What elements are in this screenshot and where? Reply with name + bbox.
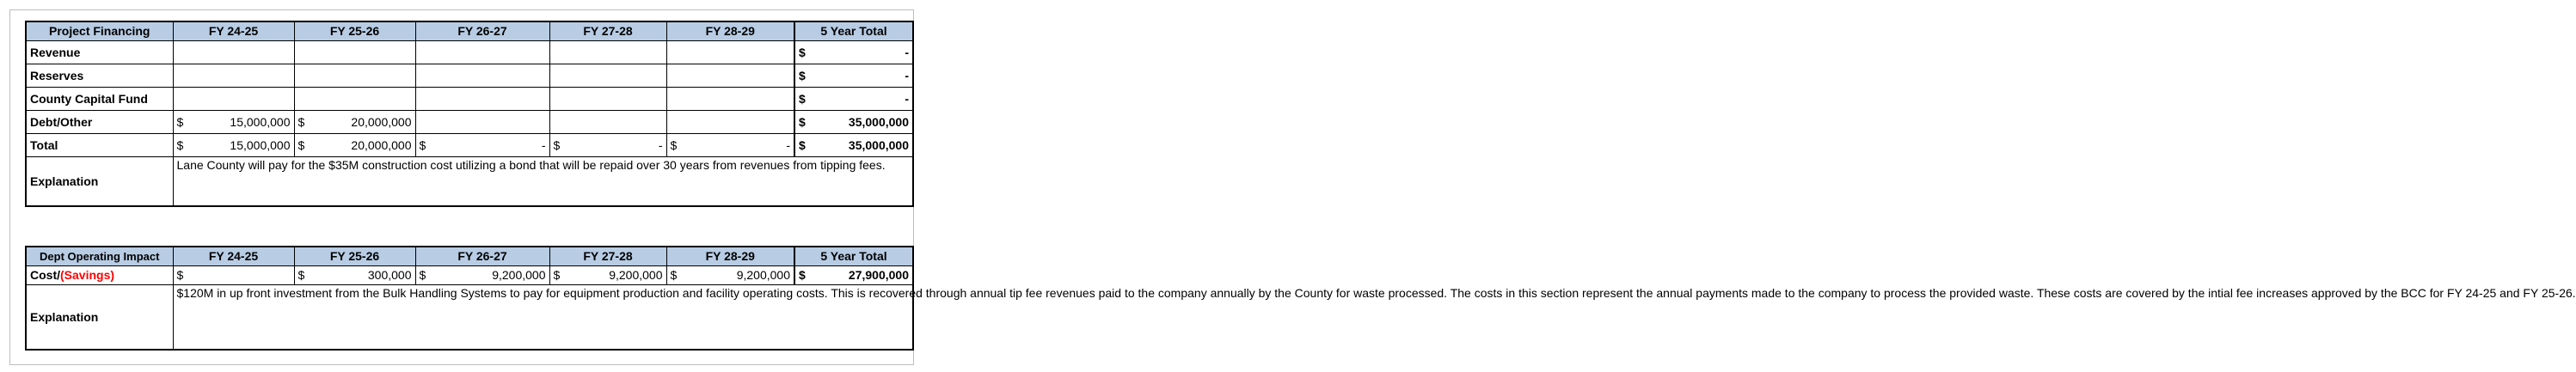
cell-fy28-29 xyxy=(666,40,794,64)
cell-fy25-26 xyxy=(294,133,415,156)
header-fy25-26: FY 25-26 xyxy=(294,21,415,40)
explanation-label: Explanation xyxy=(26,156,173,206)
currency-symbol: $ xyxy=(670,137,678,152)
cell-5-year-total xyxy=(794,133,913,156)
op-cell-fy25-26 xyxy=(294,265,415,284)
operating-impact-table xyxy=(25,246,2576,351)
amount: 15,000,000 xyxy=(230,137,291,152)
currency-symbol: $ xyxy=(297,268,305,282)
currency-symbol: $ xyxy=(176,268,184,282)
cell-fy28-29 xyxy=(666,110,794,133)
row-label: Reserves xyxy=(26,64,173,87)
row-label: County Capital Fund xyxy=(26,87,173,110)
op-header-fy28-29: FY 28-29 xyxy=(666,247,794,265)
currency-symbol: $ xyxy=(176,137,184,152)
cost-savings-row xyxy=(26,265,913,284)
currency-symbol: $ xyxy=(176,114,184,129)
cell-fy26-27 xyxy=(415,64,549,87)
op-cell-5-year-total xyxy=(794,265,913,284)
row-label: Revenue xyxy=(26,40,173,64)
cell-fy24-25 xyxy=(173,110,294,133)
amount: - xyxy=(658,137,663,152)
operating-explanation-label: Explanation xyxy=(26,284,173,350)
amount: - xyxy=(786,137,790,152)
cell-5-year-total xyxy=(794,64,913,87)
cell-fy24-25 xyxy=(173,64,294,87)
currency-symbol: $ xyxy=(799,137,806,152)
amount: 35,000,000 xyxy=(848,114,909,129)
cell-fy26-27 xyxy=(415,87,549,110)
financing-row xyxy=(26,64,913,87)
currency-symbol: $ xyxy=(799,91,806,106)
amount: - xyxy=(905,68,909,82)
op-header-fy24-25: FY 24-25 xyxy=(173,247,294,265)
cell-fy28-29 xyxy=(666,133,794,156)
cell-fy27-28 xyxy=(549,64,666,87)
op-cell-fy28-29 xyxy=(666,265,794,284)
financing-explanation-text: Lane County will pay for the $35M construction cost utilizing a bond that will be repaid over 30 years from revenues from tipping fees. xyxy=(173,156,913,206)
financing-row xyxy=(26,40,913,64)
row-label: Total xyxy=(26,133,173,156)
operating-header-row xyxy=(26,247,913,265)
currency-symbol: $ xyxy=(419,268,426,282)
cost-savings-label xyxy=(26,265,173,284)
cell-fy27-28 xyxy=(549,110,666,133)
cell-fy25-26 xyxy=(294,87,415,110)
cell-fy28-29 xyxy=(666,87,794,110)
cell-fy26-27 xyxy=(415,40,549,64)
header-fy24-25: FY 24-25 xyxy=(173,21,294,40)
financing-explanation-row xyxy=(26,156,913,206)
cell-fy25-26 xyxy=(294,40,415,64)
currency-symbol: $ xyxy=(297,114,305,129)
op-cell-fy24-25 xyxy=(173,265,294,284)
op-header-fy26-27: FY 26-27 xyxy=(415,247,549,265)
cell-fy24-25 xyxy=(173,40,294,64)
header-fy26-27: FY 26-27 xyxy=(415,21,549,40)
amount: 9,200,000 xyxy=(492,268,546,282)
amount: 9,200,000 xyxy=(609,268,663,282)
currency-symbol: $ xyxy=(799,114,806,129)
cell-5-year-total xyxy=(794,40,913,64)
cell-fy24-25 xyxy=(173,133,294,156)
amount: 20,000,000 xyxy=(351,137,412,152)
op-header-5-year-total: 5 Year Total xyxy=(794,247,913,265)
financing-header-label: Project Financing xyxy=(26,21,173,40)
financing-row xyxy=(26,133,913,156)
savings-label: (Savings) xyxy=(60,268,115,282)
financing-row xyxy=(26,87,913,110)
cost-label: Cost/ xyxy=(30,268,60,282)
cell-fy28-29 xyxy=(666,64,794,87)
operating-header-label: Dept Operating Impact xyxy=(26,247,173,265)
op-cell-fy27-28 xyxy=(549,265,666,284)
currency-symbol: $ xyxy=(553,137,561,152)
operating-explanation-row xyxy=(26,284,913,350)
header-5-year-total: 5 Year Total xyxy=(794,21,913,40)
header-fy28-29: FY 28-29 xyxy=(666,21,794,40)
cell-fy24-25 xyxy=(173,87,294,110)
amount: - xyxy=(905,91,909,106)
amount: 15,000,000 xyxy=(230,114,291,129)
currency-symbol: $ xyxy=(553,268,561,282)
financing-header-row xyxy=(26,21,913,40)
amount: - xyxy=(905,45,909,59)
project-financing-table xyxy=(25,21,914,207)
currency-symbol: $ xyxy=(419,137,426,152)
cell-fy27-28 xyxy=(549,40,666,64)
amount: 27,900,000 xyxy=(848,268,909,282)
financing-row xyxy=(26,110,913,133)
amount: - xyxy=(541,137,546,152)
currency-symbol: $ xyxy=(799,45,806,59)
currency-symbol: $ xyxy=(799,268,806,282)
currency-symbol: $ xyxy=(670,268,678,282)
currency-symbol: $ xyxy=(799,68,806,82)
cell-fy27-28 xyxy=(549,87,666,110)
amount: 35,000,000 xyxy=(848,137,909,152)
amount: 300,000 xyxy=(367,268,412,282)
cell-5-year-total xyxy=(794,110,913,133)
cell-fy27-28 xyxy=(549,133,666,156)
amount: 20,000,000 xyxy=(351,114,412,129)
row-label: Debt/Other xyxy=(26,110,173,133)
op-header-fy27-28: FY 27-28 xyxy=(549,247,666,265)
header-fy27-28: FY 27-28 xyxy=(549,21,666,40)
cell-fy26-27 xyxy=(415,133,549,156)
cell-5-year-total xyxy=(794,87,913,110)
op-cell-fy26-27 xyxy=(415,265,549,284)
amount: 9,200,000 xyxy=(736,268,790,282)
operating-explanation-text: $120M in up front investment from the Bulk Handling Systems to pay for equipment production and facility operating costs. This is recovered through annual tip fee revenues paid to the company annually by the County for waste processed. The costs in this section represent the annual payments made to the company to process the provided waste. These costs are covered by the intial fee increases approved by the BCC for FY 24-25 and FY 25-26. xyxy=(173,284,913,350)
cell-fy25-26 xyxy=(294,110,415,133)
cell-fy26-27 xyxy=(415,110,549,133)
currency-symbol: $ xyxy=(297,137,305,152)
op-header-fy25-26: FY 25-26 xyxy=(294,247,415,265)
cell-fy25-26 xyxy=(294,64,415,87)
